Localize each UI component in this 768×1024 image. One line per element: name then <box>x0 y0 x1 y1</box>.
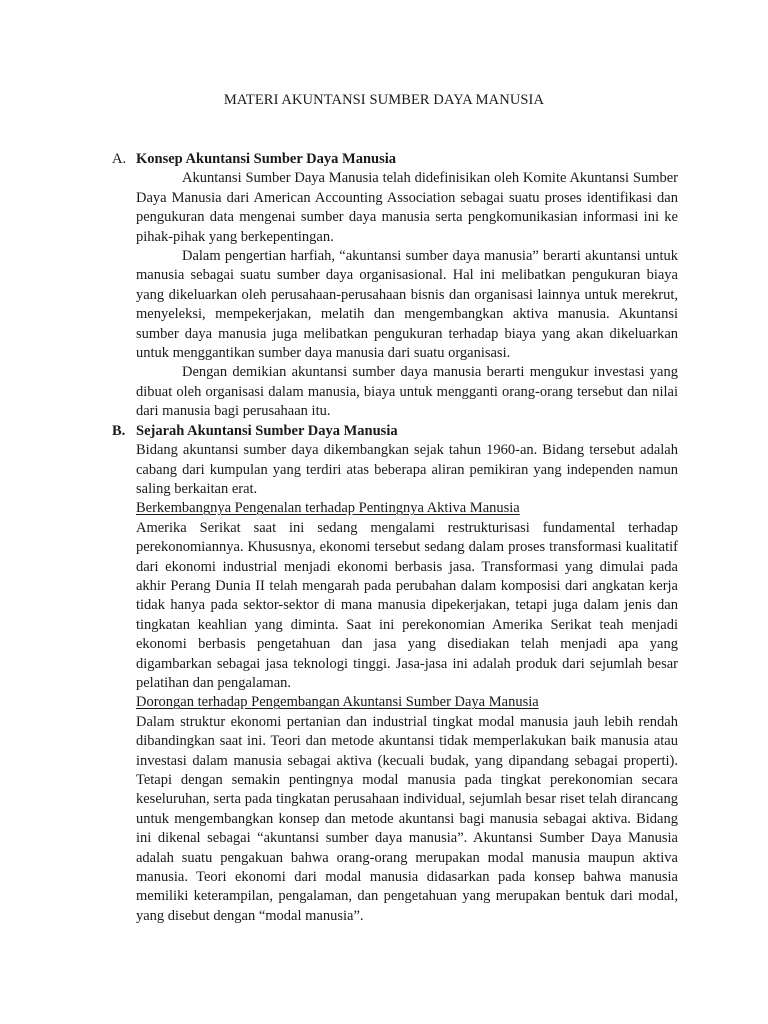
section-b-heading: Sejarah Akuntansi Sumber Daya Manusia <box>136 422 398 439</box>
subsection-1-text: Amerika Serikat saat ini sedang mengalami restrukturisasi fundamental terhadap perekonomiannya. Khususnya, ekonomi tersebut sedang dalam proses transformasi kualitatif dari ekonomi industrial menjadi ekonomi berbasis jasa. Transformasi yang dimulai pada akhir Perang Dunia II telah mengarah pada perubahan dalam komposisi dari angkatan kerja tidak hanya pada sektor-sektor di mana manusia dipekerjakan, tetapi juga dalam jenis dan tingkatan keahlian yang diminta. Saat ini perekonomian Amerika Serikat teah menjadi ekonomi berbasis pengetahuan dan jasa yang disediakan telah menjadi apa yang digambarkan sebagai jasa teknologi tinggi. Jasa-jasa ini adalah produk dari sejumlah besar pelatihan dan pengalaman. <box>136 519 678 691</box>
section-a-marker: A. <box>112 151 127 167</box>
section-a-paragraph-2: Dalam pengertian harfiah, “akuntansi sumber daya manusia” berarti akuntansi untuk manusia sebagai suatu sumber daya organisasional. Hal ini melibatkan pengukuran biaya yang dikeluarkan oleh perusahaan-perusahaan bisnis dan organisasi lainnya untuk merekrut, menyeleksi, mempekerjakan, melatih dan mengembangkan aktiva manusia. Akuntansi sumber daya manusia juga melibatkan pengukuran terhadap biaya yang akan dikeluarkan untuk menggantikan sumber daya manusia dari suatu organisasi. <box>136 248 678 362</box>
subsection-2-text: Dalam struktur ekonomi pertanian dan industrial tingkat modal manusia jauh lebih rendah dibandingkan saat ini. Teori dan metode akuntansi tidak memperlakukan baik manusia atau investasi dalam manusia sebagai aktiva (kecuali budak, yang dipandang sebagai properti). Tetapi dengan semakin pentingnya modal manusia pada tingkat perekonomian secara keseluruhan, serta pada tingkatan perusahaan individual, sejumlah besar riset telah dirancang untuk mengembangkan konsep dan metode akuntansi bagi manusia sebagai aktiva. Bidang ini dikenal sebagai “akuntansi sumber daya manusia”. Akuntansi Sumber Daya Manusia adalah suatu pengakuan bahwa orang-orang merupakan modal manusia maupun aktiva manusia. Teori ekonomi dari modal manusia didasarkan pada konsep bahwa manusia memiliki keterampilan, pengalaman, dan pengetahuan yang merupakan bentuk dari modal, yang disebut dengan “modal manusia”. <box>136 713 678 924</box>
section-b <box>112 422 678 927</box>
document-body <box>112 150 678 926</box>
document-title: MATERI AKUNTANSI SUMBER DAYA MANUSIA <box>223 92 545 108</box>
subsection-2-heading: Dorongan terhadap Pengembangan Akuntansi Sumber Daya Manusia <box>136 694 539 711</box>
section-b-intro: Bidang akuntansi sumber daya dikembangkan sejak tahun 1960-an. Bidang tersebut adalah cabang dari kumpulan yang terdiri atas beberapa aliran pemikiran yang independen namun saling berkaitan erat. <box>136 442 678 497</box>
section-a <box>112 150 678 422</box>
subsection-1-heading: Berkembangnya Pengenalan terhadap Pentingnya Aktiva Manusia <box>136 500 520 517</box>
section-a-heading: Konsep Akuntansi Sumber Daya Manusia <box>136 151 397 167</box>
section-a-paragraph-1: Akuntansi Sumber Daya Manusia telah didefinisikan oleh Komite Akuntansi Sumber Daya Manusia dari American Accounting Association sebagai suatu proses identifikasi dan pengukuran data mengenai sumber daya manusia serta pengkomunikasian informasi ini ke pihak-pihak yang berkepentingan. <box>136 170 678 245</box>
section-a-paragraph-3: Dengan demikian akuntansi sumber daya manusia berarti mengukur investasi yang dibuat oleh organisasi dalam manusia, biaya untuk mengganti orang-orang tersebut dan nilai dari manusia bagi perusahaan itu. <box>136 364 678 420</box>
section-b-marker: B. <box>112 422 126 439</box>
